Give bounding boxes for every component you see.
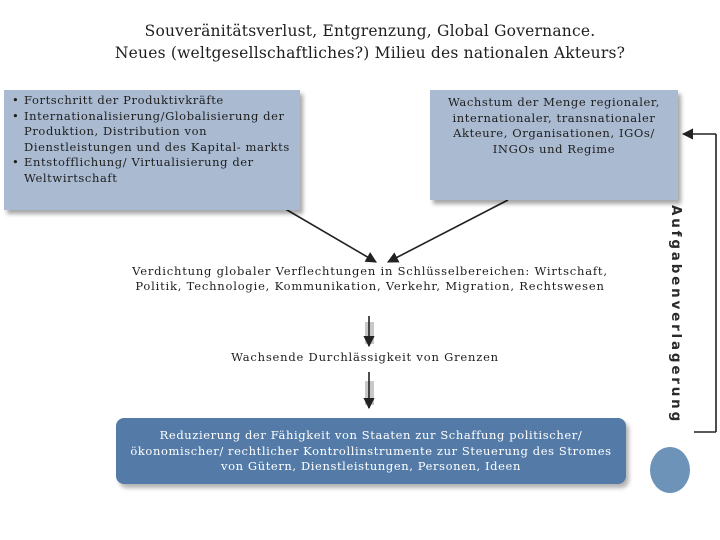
actors-box: Wachstum der Menge regionaler, internationaler, transnationaler Akteure, Organisationen, IGOs/ INGOs und Regime xyxy=(430,90,678,200)
title-line-2: Neues (weltgesellschaftliches?) Milieu des nationalen Akteurs? xyxy=(114,44,626,62)
reduction-box: Reduzierung der Fähigkeit von Staaten zur Schaffung politischer/ ökonomischer/ rechtlicher Kontrollinstrumente zur Steuerung des Stromes von Gütern, Dienstleistungen, Personen, Ideen xyxy=(116,418,626,484)
drivers-box xyxy=(4,90,300,210)
side-label-container xyxy=(666,198,686,432)
driver-item: • Internationalisierung/Globalisierung der Produktion, Distribution von Dienstleistungen und des Kapital- markts xyxy=(10,109,294,156)
title-line-1: Souveränitätsverlust, Entgrenzung, Global Governance. xyxy=(144,22,596,40)
driver-item: • Entstofflichung/ Virtualisierung der Weltwirtschaft xyxy=(10,155,294,186)
decorative-circle xyxy=(650,447,690,493)
driver-item: • Fortschritt der Produktivkräfte xyxy=(10,93,294,109)
side-label: Aufgabenverlagerung xyxy=(668,205,684,425)
grenzen-text: Wachsende Durchlässigkeit von Grenzen xyxy=(231,350,499,364)
arrow-right-to-center xyxy=(388,200,508,262)
verdichtung-text: Verdichtung globaler Verflechtungen in Schlüsselbereichen: Wirtschaft, Politik, Technologie, Kommunikation, Verkehr, Migration, Rechtswesen xyxy=(132,264,608,293)
drivers-list xyxy=(10,93,294,186)
